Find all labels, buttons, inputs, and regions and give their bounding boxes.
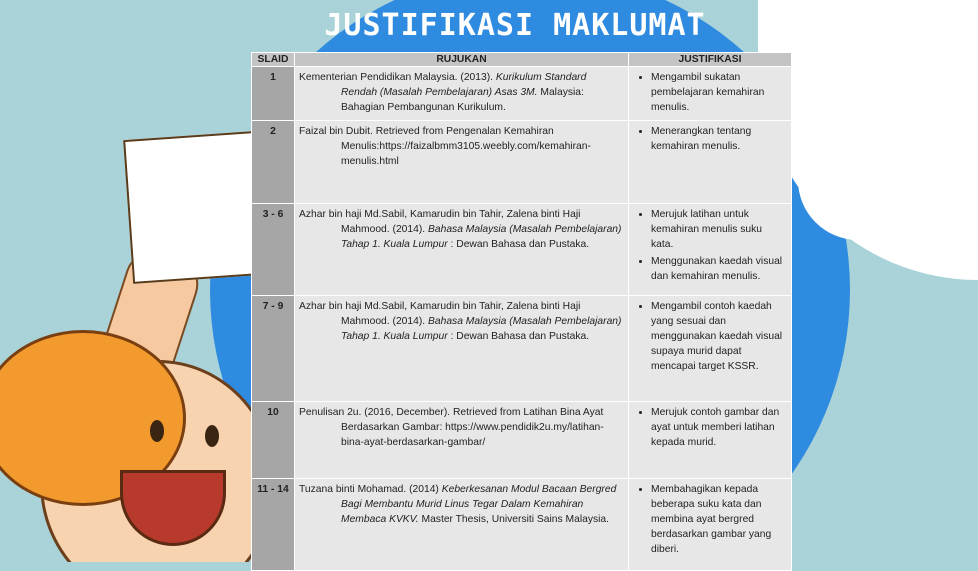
justification-item: • Membahagikan kepada beberapa suku kata dan membina ayat bergred berdasarkan gambar yang diberi. xyxy=(651,482,787,557)
justification-item: • Merujuk latihan untuk kemahiran menulis suku kata. xyxy=(651,207,787,252)
child-eye-illustration xyxy=(150,420,164,442)
slaid-cell: 11 - 14 xyxy=(252,479,295,571)
rujukan-cell xyxy=(295,67,629,121)
reference-text: Azhar bin haji Md.Sabil, Kamarudin bin Tahir, Zalena binti Haji Mahmood. (2014). xyxy=(299,209,581,235)
reference-text: Malaysia: Bahagian Pembangunan Kurikulum. xyxy=(341,87,584,113)
slaid-cell: 7 - 9 xyxy=(252,296,295,402)
reference-text: Kurikulum Standard Rendah (Masalah Pembelajaran) Asas 3M. xyxy=(341,72,587,98)
reference-text: : Dewan Bahasa dan Pustaka. xyxy=(447,331,590,342)
justification-item: • Menggunakan kaedah visual dan kemahiran menulis. xyxy=(651,254,787,284)
reference-text: : Dewan Bahasa dan Pustaka. xyxy=(447,239,590,250)
slaid-cell: 10 xyxy=(252,402,295,479)
justification-item: • Menerangkan tentang kemahiran menulis. xyxy=(651,124,787,154)
reference-text: Bahasa Malaysia (Masalah Pembelajaran) Tahap 1. Kuala Lumpur xyxy=(341,316,622,342)
justifikasi-cell xyxy=(629,67,792,121)
reference-text: Keberkesanan Modul Bacaan Bergred Bagi Membantu Murid Linus Tegar Dalam Kemahiran Membaca KVKV. xyxy=(341,484,617,525)
reference-text: Penulisan 2u. (2016, December). Retrieved from Latihan Bina Ayat Berdasarkan Gambar: https://www.pendidik2u.my/latihan-bina-ayat-berdasarkan-gambar/ xyxy=(299,407,604,448)
reference-table xyxy=(251,52,792,571)
rujukan-cell xyxy=(295,296,629,402)
table-row xyxy=(252,402,792,479)
table-body xyxy=(252,67,792,571)
slaid-cell: 1 xyxy=(252,67,295,121)
justification-item: • Mengambil sukatan pembelajaran kemahiran menulis. xyxy=(651,70,787,115)
justifikasi-cell xyxy=(629,402,792,479)
header-rujukan: RUJUKAN xyxy=(295,53,629,67)
reference-text: Azhar bin haji Md.Sabil, Kamarudin bin Tahir, Zalena binti Haji Mahmood. (2014). xyxy=(299,301,581,327)
rujukan-cell xyxy=(295,204,629,296)
table-row xyxy=(252,296,792,402)
reference-text: Kementerian Pendidikan Malaysia. (2013). xyxy=(299,72,496,83)
justifikasi-cell xyxy=(629,204,792,296)
rujukan-cell xyxy=(295,402,629,479)
table-row xyxy=(252,479,792,571)
rujukan-cell xyxy=(295,479,629,571)
header-slaid: SLAID xyxy=(252,53,295,67)
justifikasi-cell xyxy=(629,121,792,204)
table-header-row xyxy=(252,53,792,67)
rujukan-cell xyxy=(295,121,629,204)
reference-text: Tuzana binti Mohamad. (2014) xyxy=(299,484,442,495)
slaid-cell: 3 - 6 xyxy=(252,204,295,296)
table-row xyxy=(252,121,792,204)
table-row xyxy=(252,67,792,121)
header-justifikasi: JUSTIFIKASI xyxy=(629,53,792,67)
reference-text: Faizal bin Dubit. Retrieved from Pengenalan Kemahiran Menulis:https://faizalbmm3105.weebly.com/kemahiran-menulis.html xyxy=(299,126,591,167)
justifikasi-cell xyxy=(629,479,792,571)
reference-text: Master Thesis, Universiti Sains Malaysia. xyxy=(418,514,610,525)
slaid-cell: 2 xyxy=(252,121,295,204)
justifikasi-cell xyxy=(629,296,792,402)
slide-title: JUSTIFIKASI MAKLUMAT xyxy=(324,8,706,43)
justification-item: • Merujuk contoh gambar dan ayat untuk memberi latihan kepada murid. xyxy=(651,405,787,450)
reference-text: Bahasa Malaysia (Masalah Pembelajaran) Tahap 1. Kuala Lumpur xyxy=(341,224,622,250)
justification-item: • Mengambil contoh kaedah yang sesuai dan menggunakan kaedah visual supaya murid dapat mencapai target KSSR. xyxy=(651,299,787,374)
table-row xyxy=(252,204,792,296)
child-eye-illustration xyxy=(205,425,219,447)
